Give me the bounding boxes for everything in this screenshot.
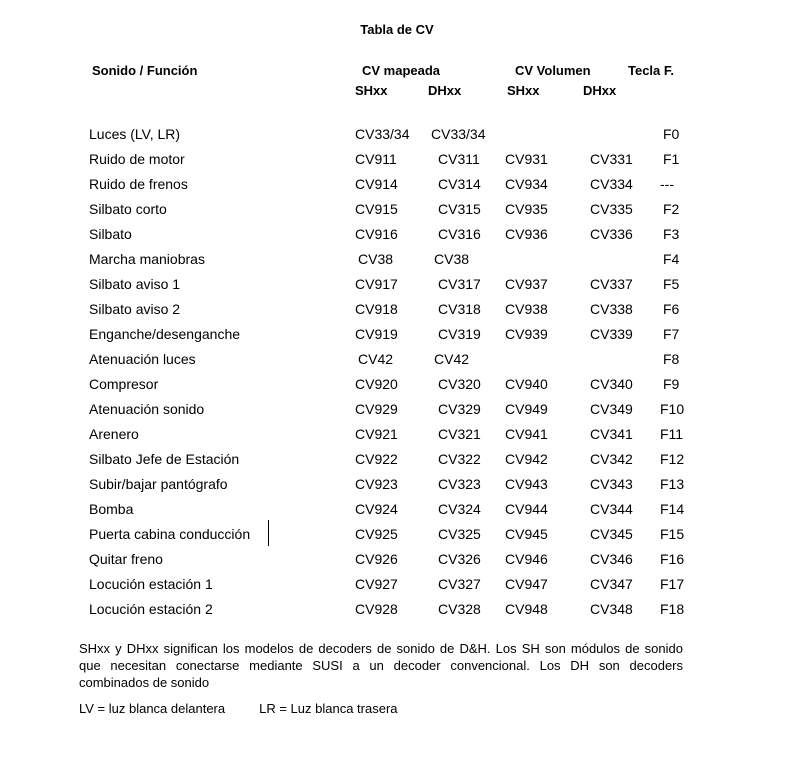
function-key: F0 — [663, 126, 680, 142]
row-name: Enganche/desenganche — [89, 326, 241, 342]
function-key: F10 — [660, 401, 685, 417]
cv-volume-sh: CV949 — [505, 401, 548, 417]
cv-volume-dh: CV346 — [590, 551, 633, 567]
cv-mapped-dh: CV325 — [438, 526, 481, 542]
table-row — [0, 497, 794, 522]
cv-mapped-sh: CV926 — [355, 551, 398, 567]
cv-volume-sh: CV940 — [505, 376, 548, 392]
cv-mapped-sh: CV919 — [355, 326, 398, 342]
table-row — [0, 422, 794, 447]
cv-mapped-sh: CV924 — [355, 501, 398, 517]
table-row — [0, 297, 794, 322]
header-dhxx-mapped: DHxx — [428, 83, 462, 98]
cv-volume-dh: CV335 — [590, 201, 633, 217]
header-cv-mapped: CV mapeada — [362, 63, 441, 78]
footnote — [79, 640, 683, 691]
cv-mapped-dh: CV322 — [438, 451, 481, 467]
cv-mapped-dh: CV38 — [434, 251, 470, 267]
function-key: F6 — [663, 301, 680, 317]
cv-volume-sh: CV934 — [505, 176, 548, 192]
cv-mapped-dh: CV33/34 — [431, 126, 486, 142]
row-name: Atenuación sonido — [89, 401, 205, 417]
cv-mapped-sh: CV914 — [355, 176, 398, 192]
title-text: Tabla de CV — [360, 22, 434, 37]
cv-mapped-sh: CV915 — [355, 201, 398, 217]
cv-volume-sh: CV935 — [505, 201, 548, 217]
cv-mapped-sh: CV923 — [355, 476, 398, 492]
cv-mapped-dh: CV324 — [438, 501, 481, 517]
table-row — [0, 347, 794, 372]
row-name: Arenero — [89, 426, 139, 442]
function-key: F4 — [663, 251, 680, 267]
cv-mapped-dh: CV317 — [438, 276, 481, 292]
function-key: F5 — [663, 276, 680, 292]
table-row — [0, 222, 794, 247]
cv-volume-dh: CV343 — [590, 476, 633, 492]
row-name: Quitar freno — [89, 551, 163, 567]
cv-volume-dh: CV348 — [590, 601, 633, 617]
table-row — [0, 447, 794, 472]
text-cursor — [268, 520, 269, 546]
function-key: F14 — [660, 501, 685, 517]
header-cv-volume: CV Volumen — [515, 63, 591, 78]
cv-mapped-dh: CV316 — [438, 226, 481, 242]
table-row — [0, 322, 794, 347]
header-shxx-volume: SHxx — [507, 83, 540, 98]
cv-volume-sh: CV946 — [505, 551, 548, 567]
header-dhxx-volume: DHxx — [583, 83, 617, 98]
cv-mapped-sh: CV922 — [355, 451, 398, 467]
row-name: Silbato aviso 1 — [89, 276, 181, 292]
row-name: Silbato aviso 2 — [89, 301, 181, 317]
legend — [79, 700, 398, 717]
function-key: F7 — [663, 326, 680, 342]
cv-mapped-sh: CV916 — [355, 226, 398, 242]
row-name: Puerta cabina conducción — [89, 526, 251, 542]
row-name: Atenuación luces — [89, 351, 196, 367]
cv-volume-dh: CV342 — [590, 451, 633, 467]
header-shxx-mapped: SHxx — [355, 83, 388, 98]
function-key: F2 — [663, 201, 680, 217]
cv-volume-dh: CV331 — [590, 151, 633, 167]
cv-mapped-dh: CV311 — [438, 151, 480, 167]
cv-mapped-dh: CV328 — [438, 601, 481, 617]
cv-volume-sh: CV938 — [505, 301, 548, 317]
function-key: F13 — [660, 476, 685, 492]
cv-mapped-sh: CV927 — [355, 576, 398, 592]
cv-mapped-sh: CV920 — [355, 376, 398, 392]
cv-mapped-dh: CV323 — [438, 476, 481, 492]
cv-volume-dh: CV334 — [590, 176, 633, 192]
cv-mapped-sh: CV917 — [355, 276, 398, 292]
cv-mapped-sh: CV925 — [355, 526, 398, 542]
row-name: Ruido de frenos — [89, 176, 188, 192]
cv-mapped-dh: CV315 — [438, 201, 481, 217]
legend-lv: LV = luz blanca delantera — [79, 701, 226, 716]
cv-volume-sh: CV943 — [505, 476, 548, 492]
cv-volume-sh: CV937 — [505, 276, 548, 292]
table-row — [0, 122, 794, 147]
cv-mapped-sh: CV928 — [355, 601, 398, 617]
legend-lr: LR = Luz blanca trasera — [259, 701, 398, 716]
cv-mapped-sh: CV38 — [358, 251, 394, 267]
cv-mapped-sh: CV921 — [355, 426, 398, 442]
cv-mapped-dh: CV321 — [438, 426, 481, 442]
function-key: F3 — [663, 226, 680, 242]
cv-table-body — [0, 122, 794, 622]
row-name: Marcha maniobras — [89, 251, 205, 267]
cv-mapped-dh: CV320 — [438, 376, 481, 392]
row-name: Luces (LV, LR) — [89, 126, 181, 142]
function-key: F1 — [663, 151, 680, 167]
cv-volume-sh: CV944 — [505, 501, 548, 517]
row-name: Locución estación 1 — [89, 576, 213, 592]
cv-volume-dh: CV337 — [590, 276, 633, 292]
cv-volume-dh: CV349 — [590, 401, 633, 417]
table-row — [0, 272, 794, 297]
function-key: F8 — [663, 351, 680, 367]
table-row — [0, 522, 794, 547]
table-row — [0, 597, 794, 622]
cv-volume-dh: CV341 — [590, 426, 633, 442]
header-key: Tecla F. — [628, 63, 675, 78]
row-name: Subir/bajar pantógrafo — [89, 476, 228, 492]
cv-mapped-dh: CV329 — [438, 401, 481, 417]
table-row — [0, 572, 794, 597]
row-name: Silbato — [89, 226, 132, 242]
cv-mapped-dh: CV326 — [438, 551, 481, 567]
cv-volume-dh: CV347 — [590, 576, 633, 592]
cv-volume-sh: CV941 — [505, 426, 548, 442]
cv-volume-sh: CV931 — [505, 151, 548, 167]
cv-volume-sh: CV942 — [505, 451, 548, 467]
table-row — [0, 247, 794, 272]
document-title — [0, 22, 794, 37]
table-row — [0, 147, 794, 172]
function-key: F9 — [663, 376, 680, 392]
cv-mapped-dh: CV318 — [438, 301, 481, 317]
cv-mapped-sh: CV33/34 — [355, 126, 410, 142]
function-key: F18 — [660, 601, 685, 617]
row-name: Compresor — [89, 376, 159, 392]
function-key: F12 — [660, 451, 685, 467]
cv-volume-sh: CV936 — [505, 226, 548, 242]
cv-mapped-sh: CV918 — [355, 301, 398, 317]
table-row — [0, 172, 794, 197]
cv-volume-dh: CV340 — [590, 376, 633, 392]
function-key: --- — [660, 176, 674, 192]
footnote-text: SHxx y DHxx significan los modelos de decoders de sonido de D&H. Los SH son módulos de sonido que necesitan conectarse mediante SUSI a un decoder convencional. Los DH son decoders combinados de sonido — [79, 641, 683, 690]
cv-volume-sh: CV947 — [505, 576, 548, 592]
row-name: Silbato Jefe de Estación — [89, 451, 240, 467]
row-name: Ruido de motor — [89, 151, 185, 167]
function-key: F17 — [660, 576, 685, 592]
function-key: F15 — [660, 526, 685, 542]
cv-volume-dh: CV339 — [590, 326, 633, 342]
cv-volume-dh: CV338 — [590, 301, 633, 317]
table-row — [0, 197, 794, 222]
function-key: F16 — [660, 551, 685, 567]
row-name: Locución estación 2 — [89, 601, 213, 617]
cv-mapped-dh: CV319 — [438, 326, 481, 342]
cv-mapped-dh: CV42 — [434, 351, 470, 367]
table-row — [0, 372, 794, 397]
cv-volume-dh: CV344 — [590, 501, 633, 517]
cv-mapped-dh: CV314 — [438, 176, 481, 192]
table-row — [0, 397, 794, 422]
cv-mapped-sh: CV929 — [355, 401, 398, 417]
row-name: Silbato corto — [89, 201, 167, 217]
cv-mapped-dh: CV327 — [438, 576, 481, 592]
cv-mapped-sh: CV42 — [358, 351, 394, 367]
table-row — [0, 547, 794, 572]
row-name: Bomba — [89, 501, 134, 517]
cv-volume-sh: CV945 — [505, 526, 548, 542]
cv-volume-dh: CV336 — [590, 226, 633, 242]
cv-volume-dh: CV345 — [590, 526, 633, 542]
header-sound-function: Sonido / Función — [92, 63, 198, 78]
cv-volume-sh: CV939 — [505, 326, 548, 342]
table-row — [0, 472, 794, 497]
function-key: F11 — [660, 426, 684, 442]
cv-mapped-sh: CV911 — [355, 151, 397, 167]
cv-volume-sh: CV948 — [505, 601, 548, 617]
